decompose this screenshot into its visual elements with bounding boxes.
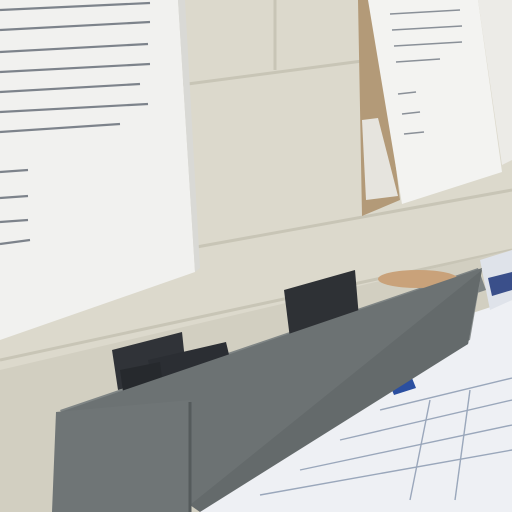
gray-tray-end [52, 400, 190, 512]
